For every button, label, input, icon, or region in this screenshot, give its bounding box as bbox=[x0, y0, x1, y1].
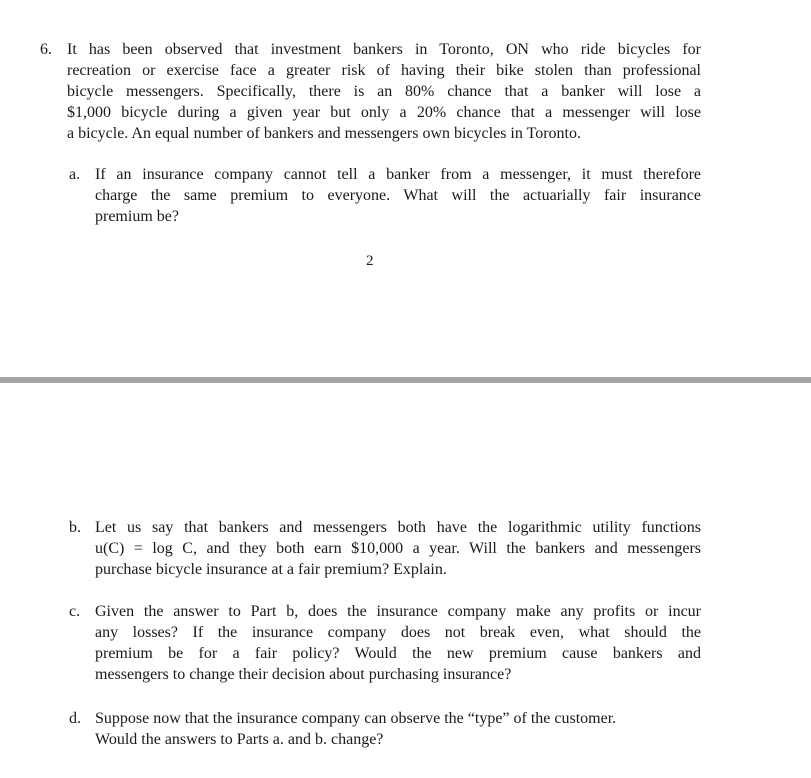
part-c-line: any losses? If the insurance company does not break even, what should the bbox=[95, 624, 701, 641]
part-a-line: If an insurance company cannot tell a banker from a messenger, it must therefore bbox=[95, 166, 701, 183]
question-line: It has been observed that investment bankers in Toronto, ON who ride bicycles for bbox=[67, 41, 701, 58]
question-line: recreation or exercise face a greater risk of having their bike stolen than professional bbox=[67, 62, 701, 79]
part-a-line: charge the same premium to everyone. What will the actuarially fair insurance bbox=[95, 187, 701, 204]
question-line: $1,000 bicycle during a given year but only a 20% chance that a messenger will lose bbox=[67, 104, 701, 121]
part-b-text bbox=[95, 517, 701, 580]
page-number: 2 bbox=[366, 253, 374, 269]
part-c-text bbox=[95, 601, 701, 685]
part-d-label: d. bbox=[69, 710, 81, 727]
question-line: bicycle messengers. Specifically, there is an 80% chance that a banker will lose a bbox=[67, 83, 701, 100]
question-line: a bicycle. An equal number of bankers and messengers own bicycles in Toronto. bbox=[67, 125, 581, 142]
part-d-line: Would the answers to Parts a. and b. change? bbox=[95, 731, 384, 748]
part-b-line: u(C) = log C, and they both earn $10,000 a year. Will the bankers and messengers bbox=[95, 540, 701, 557]
page-break-divider bbox=[0, 377, 811, 383]
part-c-line: premium be for a fair policy? Would the new premium cause bankers and bbox=[95, 645, 701, 662]
question-number: 6. bbox=[40, 41, 52, 58]
part-b-line: Let us say that bankers and messengers both have the logarithmic utility functions bbox=[95, 519, 701, 536]
part-d-text bbox=[95, 708, 701, 750]
part-c-label: c. bbox=[69, 603, 81, 620]
question-text bbox=[67, 39, 701, 144]
part-c-line: Given the answer to Part b, does the insurance company make any profits or incur bbox=[95, 603, 701, 620]
part-a-line: premium be? bbox=[95, 208, 179, 225]
part-b-label: b. bbox=[69, 519, 81, 536]
part-b-line: purchase bicycle insurance at a fair premium? Explain. bbox=[95, 561, 447, 578]
part-c-line: messengers to change their decision about purchasing insurance? bbox=[95, 666, 512, 683]
part-d-line: Suppose now that the insurance company can observe the “type” of the customer. bbox=[95, 710, 617, 727]
part-a-text bbox=[95, 164, 701, 227]
part-a-label: a. bbox=[69, 166, 81, 183]
